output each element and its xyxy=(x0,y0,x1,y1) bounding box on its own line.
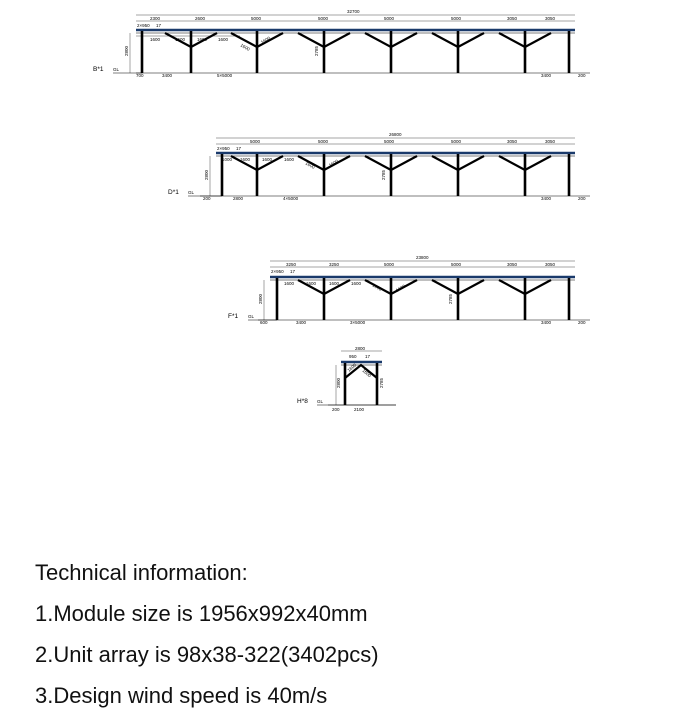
base-dim: 3400 xyxy=(541,73,552,78)
bay-dim: 3050 xyxy=(545,16,556,21)
elevation-label: H*8 xyxy=(297,398,308,405)
diag-dim: 1600 xyxy=(395,283,407,293)
diag-dim: 1600 xyxy=(361,367,373,379)
bay-dim: 2300 xyxy=(150,16,161,21)
bay-dim: 5000 xyxy=(251,16,262,21)
diag-dim: 1600 xyxy=(304,160,316,170)
height-dim: 2785 xyxy=(448,293,453,304)
base-dim: 2800 xyxy=(233,196,244,201)
bay-dim: 5000 xyxy=(250,139,261,144)
slope-dim: 17 xyxy=(365,354,371,359)
bay-dim: 5000 xyxy=(384,262,395,267)
elevation-label: B*1 xyxy=(93,66,104,73)
sub-dim: 1600 xyxy=(150,37,161,42)
base-dim: 200 xyxy=(578,320,586,325)
sub-dim: 1600 xyxy=(197,37,208,42)
base-dim: 700 xyxy=(136,73,144,78)
height-dim: 2785 xyxy=(314,45,319,56)
base-dim: 3400 xyxy=(296,320,307,325)
height-dim: 2800 xyxy=(258,293,263,304)
bay-dim: 5000 xyxy=(384,139,395,144)
total-span-dim: 32700 xyxy=(347,9,360,14)
elevation-f xyxy=(228,255,590,325)
ground-level-label: GL xyxy=(188,190,195,195)
bay-dim: 3050 xyxy=(545,139,556,144)
tech-item: 2.Unit array is 98x38-322(3402pcs) xyxy=(35,642,379,667)
slope-dim: 17 xyxy=(290,269,296,274)
bay-dim: 5000 xyxy=(451,139,462,144)
height-dim: 2800 xyxy=(124,45,129,56)
tech-heading: Technical information: xyxy=(35,560,248,585)
elevation-h xyxy=(297,346,396,412)
height-dim: 2800 xyxy=(336,377,341,388)
sub-dim: 1600 xyxy=(284,281,295,286)
tech-item: 1.Module size is 1956x992x40mm xyxy=(35,601,368,626)
base-dim: 4×5000 xyxy=(283,196,299,201)
base-dim: 200 xyxy=(332,407,340,412)
total-span-dim: 2800 xyxy=(355,346,366,351)
base-dim: 2100 xyxy=(354,407,365,412)
base-dim: 200 xyxy=(203,196,211,201)
bay-dim: 3050 xyxy=(507,16,518,21)
base-dim: 3400 xyxy=(541,320,552,325)
sub-dim: 1600 xyxy=(175,37,186,42)
slope-dim: 2×950 xyxy=(137,23,150,28)
base-dim: 3400 xyxy=(162,73,173,78)
diag-dim: 1600 xyxy=(328,158,340,168)
sub-dim: 1600 xyxy=(218,37,229,42)
sub-dim: 1600 xyxy=(284,157,295,162)
slope-dim: 950 xyxy=(349,354,357,359)
bay-dim: 5000 xyxy=(451,16,462,21)
bay-dim: 3050 xyxy=(507,262,518,267)
sub-dim: 1600 xyxy=(351,281,362,286)
base-dim: 600 xyxy=(260,320,268,325)
bay-dim: 5000 xyxy=(318,139,329,144)
height-dim: 2800 xyxy=(204,169,209,180)
sub-dim: 1600 xyxy=(240,157,251,162)
base-dim: 3400 xyxy=(541,196,552,201)
technical-information xyxy=(35,552,685,716)
slope-dim: 17 xyxy=(156,23,162,28)
elevation-d xyxy=(168,132,590,201)
tech-item: 3.Design wind speed is 40m/s xyxy=(35,683,328,708)
bay-dim: 2600 xyxy=(195,16,206,21)
total-span-dim: 26800 xyxy=(389,132,402,137)
diag-dim: 1600 xyxy=(239,42,251,52)
sub-dim: 1600 xyxy=(329,281,340,286)
bay-dim: 3250 xyxy=(329,262,340,267)
height-dim: 2785 xyxy=(379,377,384,388)
slope-dim: 17 xyxy=(236,146,242,151)
base-dim: 200 xyxy=(578,196,586,201)
base-dim: 200 xyxy=(578,73,586,78)
bay-dim: 3050 xyxy=(545,262,556,267)
ground-level-label: GL xyxy=(248,314,255,319)
slope-dim: 2×950 xyxy=(271,269,284,274)
elevation-label: D*1 xyxy=(168,189,179,196)
sub-dim: 1600 xyxy=(262,157,273,162)
diag-dim: 1600 xyxy=(346,362,358,373)
total-span-dim: 23800 xyxy=(416,255,429,260)
diag-dim: 1600 xyxy=(371,282,383,292)
height-dim: 2785 xyxy=(381,169,386,180)
elevation-b xyxy=(93,9,590,78)
bay-dim: 5000 xyxy=(451,262,462,267)
slope-dim: 2×950 xyxy=(217,146,230,151)
diag-dim: 1600 xyxy=(260,35,272,45)
bay-dim: 5000 xyxy=(384,16,395,21)
base-dim: 3×5000 xyxy=(350,320,366,325)
bay-dim: 3050 xyxy=(507,139,518,144)
base-dim: 5×5000 xyxy=(217,73,233,78)
bay-dim: 3250 xyxy=(286,262,297,267)
elevation-label: F*1 xyxy=(228,313,239,320)
bay-dim: 5000 xyxy=(318,16,329,21)
sub-dim: 1000 xyxy=(222,157,233,162)
ground-level-label: GL xyxy=(317,399,324,404)
ground-level-label: GL xyxy=(113,67,120,72)
sub-dim: 1600 xyxy=(306,281,317,286)
